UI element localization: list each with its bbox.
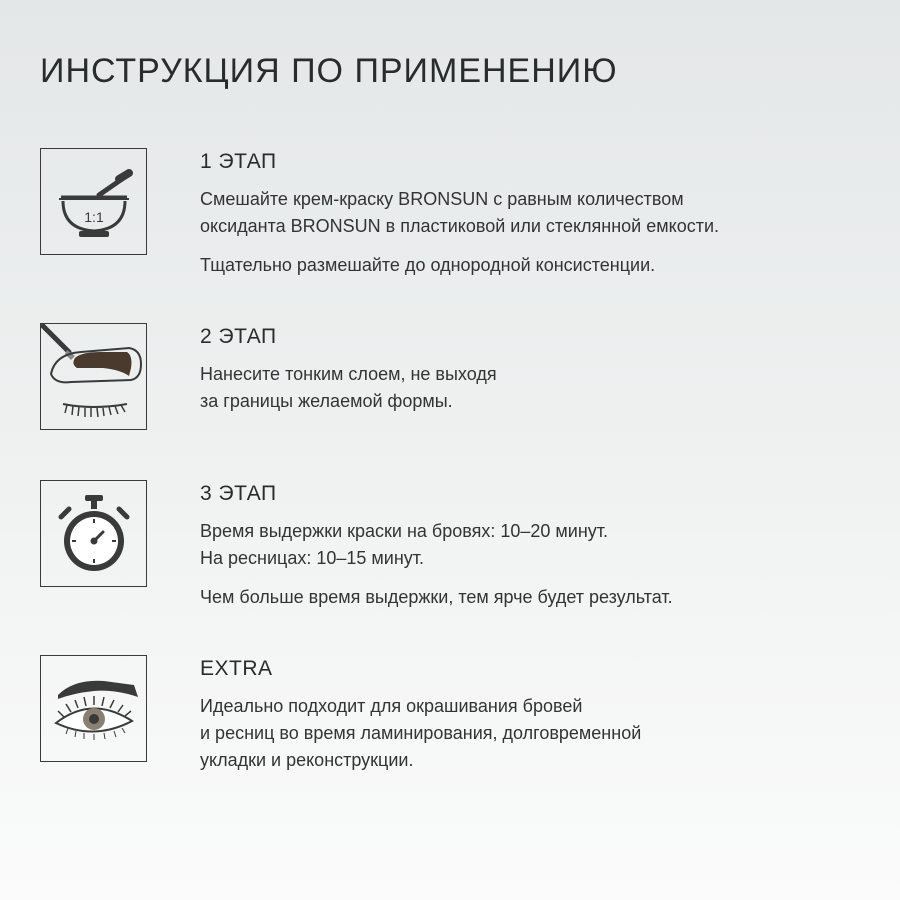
mortar-pestle-icon bbox=[51, 159, 137, 245]
text-line: На ресницах: 10–15 минут. bbox=[200, 548, 425, 568]
text-line: за границы желаемой формы. bbox=[200, 391, 453, 411]
step-3-content bbox=[200, 480, 860, 623]
step-3-paragraph-1 bbox=[200, 518, 860, 572]
text-line: Чем больше время выдержки, тем ярче будет результат. bbox=[200, 587, 673, 607]
text-line: и ресниц во время ламинирования, долговременной bbox=[200, 723, 642, 743]
step-extra-title: EXTRA bbox=[200, 657, 273, 680]
text-line: Нанесите тонким слоем, не выходя bbox=[200, 364, 497, 384]
step-3-title: 3 ЭТАП bbox=[200, 482, 277, 505]
step-3-paragraph-2 bbox=[200, 584, 860, 611]
step-1-paragraph-2 bbox=[200, 252, 860, 279]
text-line: Смешайте крем-краску BRONSUN с равным количеством bbox=[200, 189, 684, 209]
step-1-title: 1 ЭТАП bbox=[200, 150, 277, 173]
step-extra-content bbox=[200, 655, 860, 786]
eye-eyebrow-icon bbox=[44, 659, 144, 759]
step-1-icon-box bbox=[40, 148, 147, 255]
text-line: Тщательно размешайте до однородной консистенции. bbox=[200, 255, 656, 275]
text-line: оксиданта BRONSUN в пластиковой или стеклянной емкости. bbox=[200, 216, 720, 236]
brush-eyebrow-icon bbox=[41, 324, 146, 429]
ratio-label: 1:1 bbox=[83, 208, 104, 225]
stopwatch-icon bbox=[51, 491, 137, 577]
step-3-icon-box bbox=[40, 480, 147, 587]
step-2-title: 2 ЭТАП bbox=[200, 325, 277, 348]
step-1-content bbox=[200, 148, 860, 291]
text-line: укладки и реконструкции. bbox=[200, 750, 414, 770]
step-extra-paragraph-1 bbox=[200, 693, 860, 774]
step-2-content bbox=[200, 323, 860, 427]
page-title: ИНСТРУКЦИЯ ПО ПРИМЕНЕНИЮ bbox=[40, 52, 618, 90]
text-line: Идеально подходит для окрашивания бровей bbox=[200, 696, 583, 716]
step-extra-icon-box bbox=[40, 655, 147, 762]
step-2-icon-box bbox=[40, 323, 147, 430]
text-line: Время выдержки краски на бровях: 10–20 минут. bbox=[200, 521, 609, 541]
step-1-paragraph-1 bbox=[200, 186, 860, 240]
step-2-paragraph-1 bbox=[200, 361, 860, 415]
